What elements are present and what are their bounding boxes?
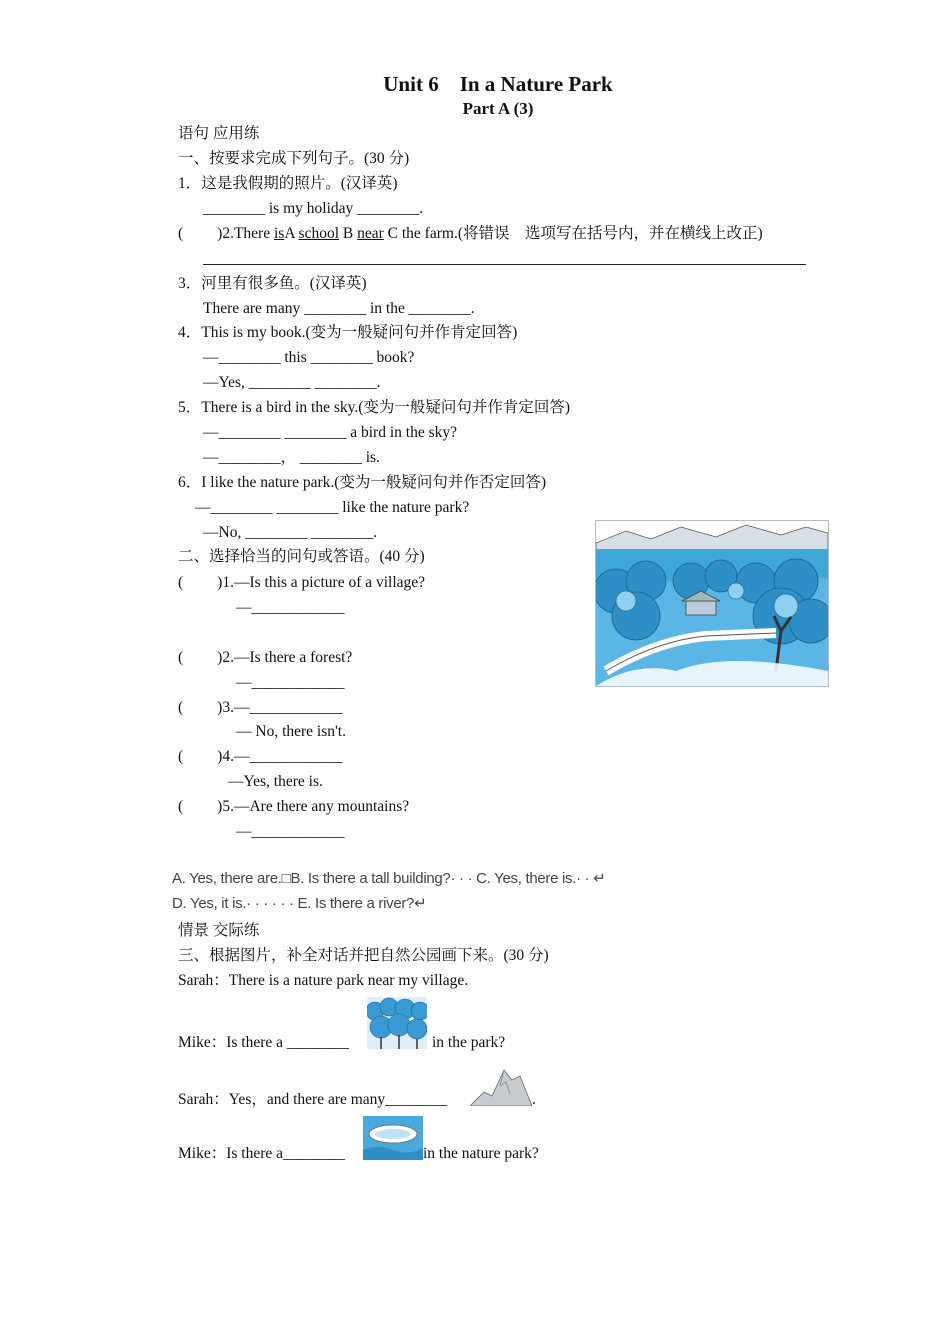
landscape-image bbox=[596, 521, 828, 686]
choice-answer: —Yes, there is. bbox=[228, 773, 323, 790]
section-title: 一、按要求完成下列句子。(30 分) bbox=[178, 150, 410, 167]
choice-question: ( )3.—____________ bbox=[178, 699, 343, 716]
answer-paren: ( bbox=[178, 225, 184, 242]
q2-text: C the farm.(将错误 选项写在括号内，并在横线上改正) bbox=[383, 225, 763, 242]
q2-text: B bbox=[339, 225, 358, 242]
choice-question: ( )4.—____________ bbox=[178, 748, 343, 765]
choice-question: ( )1.—Is this a picture of a village? bbox=[178, 574, 426, 591]
question-prompt: 1．这是我假期的照片。(汉译英) bbox=[178, 175, 398, 192]
answer-line: —________， ________ is. bbox=[203, 449, 380, 466]
q2-text: )2.There bbox=[217, 225, 274, 242]
choice-answer: —____________ bbox=[236, 674, 345, 691]
options-line: D. Yes, it is.· · · · · · E. Is there a river?↵ bbox=[172, 895, 427, 912]
section-label: 语句 应用练 bbox=[178, 125, 260, 142]
options-line: A. Yes, there are.□B. Is there a tall building?· · · C. Yes, there is.· · ↵ bbox=[172, 870, 606, 887]
question-prompt: 3．河里有很多鱼。(汉译英) bbox=[178, 275, 367, 292]
section-title: 二、选择恰当的问句或答语。(40 分) bbox=[178, 548, 425, 565]
q2-text: A bbox=[284, 225, 299, 242]
dialogue-line: . bbox=[532, 1091, 536, 1108]
answer-line: —________ ________ like the nature park? bbox=[195, 499, 470, 516]
dialogue-line: Mike：Is there a ________ bbox=[178, 1034, 349, 1051]
choice-answer: — No, there isn't. bbox=[236, 723, 346, 740]
lake-picture bbox=[363, 1116, 423, 1160]
answer-line: —No, ________ ________. bbox=[203, 524, 377, 541]
section-title: 三、根据图片，补全对话并把自然公园画下来。(30 分) bbox=[178, 947, 549, 964]
question-prompt: 5．There is a bird in the sky.(变为一般疑问句并作肯定回答) bbox=[178, 399, 571, 416]
choice-question: ( )2.—Is there a forest? bbox=[178, 649, 353, 666]
choice-answer: —____________ bbox=[236, 599, 345, 616]
option-a-word: is bbox=[273, 225, 285, 242]
dialogue-line: Sarah：Yes，and there are many________ bbox=[178, 1091, 448, 1108]
dialogue-line: in the park? bbox=[432, 1034, 506, 1051]
correction-line bbox=[203, 264, 806, 265]
dialogue-line: Sarah：There is a nature park near my village. bbox=[178, 972, 469, 989]
section-label: 情景 交际练 bbox=[178, 922, 260, 939]
dialogue-line: Mike：Is there a________ bbox=[178, 1145, 346, 1162]
mountain-picture bbox=[470, 1066, 532, 1106]
question-prompt: 6．I like the nature park.(变为一般疑问句并作否定回答) bbox=[178, 474, 547, 491]
nature-park-illustration bbox=[595, 520, 829, 687]
answer-line: —________ this ________ book? bbox=[203, 349, 415, 366]
choice-question: ( )5.—Are there any mountains? bbox=[178, 798, 410, 815]
answer-line: —________ ________ a bird in the sky? bbox=[203, 424, 458, 441]
question-2 bbox=[178, 224, 763, 244]
forest-picture bbox=[367, 997, 427, 1049]
answer-line: There are many ________ in the ________. bbox=[203, 300, 475, 317]
answer-line: —Yes, ________ ________. bbox=[203, 374, 381, 391]
choice-answer: —____________ bbox=[236, 823, 345, 840]
page-title: Unit 6 In a Nature Park bbox=[383, 72, 613, 96]
question-prompt: 4．This is my book.(变为一般疑问句并作肯定回答) bbox=[178, 324, 518, 341]
dialogue-line: in the nature park? bbox=[423, 1145, 539, 1162]
option-c-word: near bbox=[357, 225, 384, 242]
answer-line: ________ is my holiday ________. bbox=[203, 200, 424, 217]
option-b-word: school bbox=[298, 225, 340, 242]
page-subtitle: Part A (3) bbox=[462, 99, 534, 118]
